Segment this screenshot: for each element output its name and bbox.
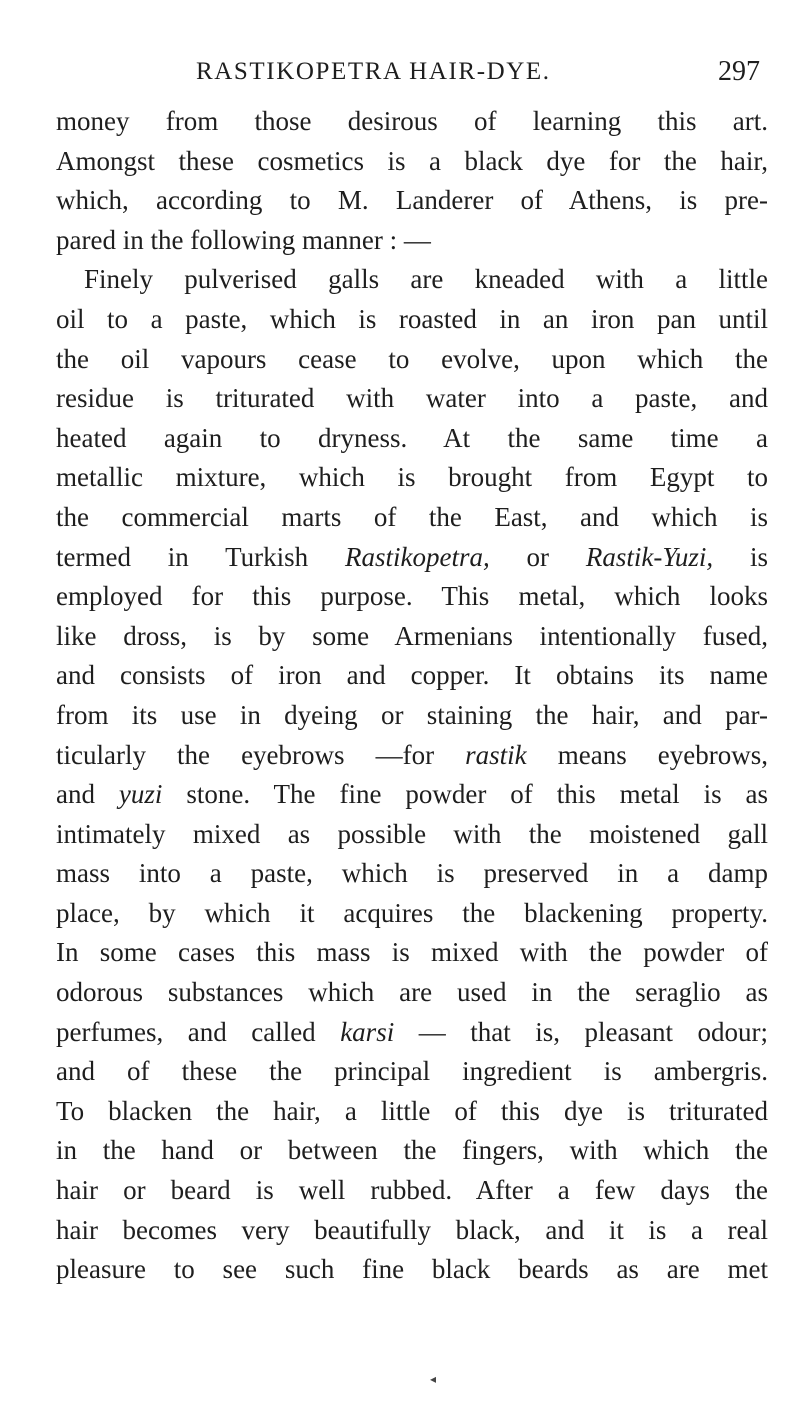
text-fragment: ticularly the eyebrows —for — [56, 739, 466, 770]
text-fragment: termed in Turkish — [56, 541, 345, 572]
text-line: in the hand or between the fingers, with which the — [56, 1135, 768, 1166]
text-line: from its use in dyeing or staining the hair, and par- — [56, 699, 768, 730]
text-line: oil to a paste, which is roasted in an iron pan until — [56, 303, 768, 334]
text-line: place, by which it acquires the blackening property. — [56, 897, 768, 928]
text-line: the commercial marts of the East, and which is — [56, 501, 768, 532]
text-fragment: means eyebrows, — [526, 739, 768, 770]
italic-term: Rastikopetra, — [345, 541, 490, 572]
text-line: intimately mixed as possible with the moistened gall — [56, 818, 768, 849]
italic-term: karsi — [340, 1016, 395, 1047]
text-fragment: perfumes, and called — [56, 1016, 341, 1047]
italic-term: Rastik-Yuzi, — [585, 541, 714, 572]
body-text — [56, 102, 768, 1290]
text-line: pleasure to see such fine black beards as are met — [56, 1254, 768, 1285]
text-fragment: or — [489, 541, 586, 572]
text-line: metallic mixture, which is brought from Egypt to — [56, 462, 768, 493]
text-fragment: and — [56, 779, 119, 810]
text-line: pared in the following manner : — — [56, 224, 431, 255]
text-line: which, according to M. Landerer of Athens, is pre- — [56, 185, 768, 216]
text-line: Finely pulverised galls are kneaded with a little — [84, 264, 768, 295]
text-line — [56, 538, 768, 578]
text-line: and of these the principal ingredient is ambergris. — [56, 1056, 768, 1087]
text-line — [56, 736, 768, 776]
text-fragment: — that is, pleasant odour; — [394, 1016, 768, 1047]
text-line: employed for this purpose. This metal, which looks — [56, 581, 768, 612]
text-line: residue is triturated with water into a paste, and — [56, 383, 768, 414]
running-head — [0, 52, 800, 92]
text-line: mass into a paste, which is preserved in a damp — [56, 858, 768, 889]
text-line: heated again to dryness. At the same time a — [56, 422, 768, 453]
text-line: odorous substances which are used in the seraglio as — [56, 977, 768, 1008]
text-line: hair or beard is well rubbed. After a few days the — [56, 1175, 768, 1206]
text-line: hair becomes very beautifully black, and it is a real — [56, 1214, 768, 1245]
text-line: In some cases this mass is mixed with the powder of — [56, 937, 768, 968]
page-number: 297 — [718, 56, 760, 87]
text-line: money from those desirous of learning this art. — [56, 106, 768, 136]
text-line: the oil vapours cease to evolve, upon which the — [56, 343, 768, 374]
text-line — [56, 1013, 768, 1053]
signature-mark: ◂ — [430, 1372, 437, 1386]
running-title: RASTIKOPETRA HAIR-DYE. — [196, 58, 551, 85]
italic-term: yuzi — [118, 779, 163, 810]
text-line: To blacken the hair, a little of this dye is triturated — [56, 1095, 768, 1126]
text-line: like dross, is by some Armenians intentionally fused, — [56, 620, 768, 651]
text-fragment: stone. The fine powder of this metal is as — [162, 779, 769, 810]
text-line: and consists of iron and copper. It obtains its name — [56, 660, 768, 691]
text-fragment: is — [713, 541, 768, 572]
italic-term: rastik — [465, 739, 527, 770]
text-line — [56, 775, 768, 815]
text-line: Amongst these cosmetics is a black dye for the hair, — [56, 145, 768, 176]
